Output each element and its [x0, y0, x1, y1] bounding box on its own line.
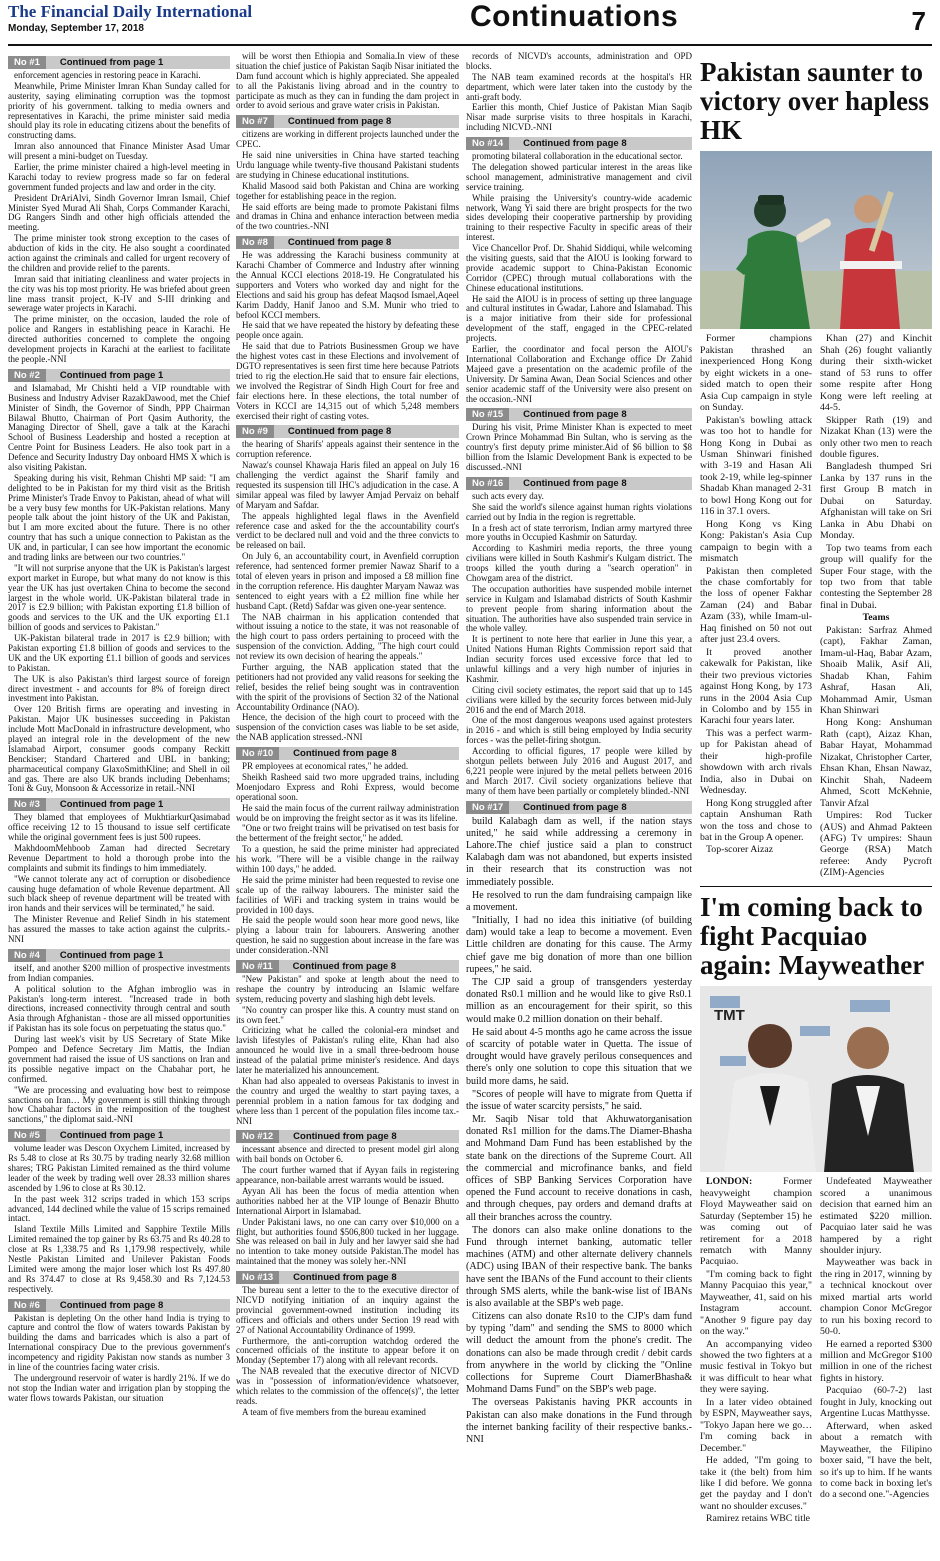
- article-body: [466, 816, 692, 1447]
- article-paragraph: will be worst then Ethiopia and Somalia.In view of these situation the chief justice of Pakistan Saqib Nisar initiated the Dam fund account which is highly appreciated. She appealed to all the Pakistanis living abroad and in the country to participate as much as they can in funding the dam project in order to avoid serious and grave water crisis in Pakistan.: [236, 52, 459, 111]
- article-paragraph: Over 120 British firms are operating and investing in Pakistan. Major UK businesses succeeding in Pakistan include Mott MacDonald in infrastructure development, who played an integral role in the development of the new Islamabad Airport, consumer goods company Reckitt Benckiser; Standard Chartered and UBL in banking; pharmaceutical company GlaxoSmithKline; and Shell in oil and gas. There are also UK brands including Debenhams; Toni & Guy, Monsoon & Accessorize in retail.-NNI: [8, 704, 230, 794]
- article-body: [8, 813, 230, 945]
- continued-bar: [8, 949, 230, 962]
- article-paragraph: In a fresh act of state terrorism, Indian army martyred three more youths in Occupied Kashmir on Saturday.: [466, 522, 692, 543]
- cricket-photo: [700, 151, 932, 329]
- article-paragraph: Further arguing, the NAB application stated that the petitioners had not provided any valid reasons for seeking the relief, besides the relief being sought was in contravention with the spirit of the provisions of Section 32 of the National Accountability Ordinance (NAO).: [236, 661, 459, 712]
- continuation-label: Continued from page 8: [287, 116, 392, 128]
- article-paragraph: "It will not surprise anyone that the UK is Pakistan's largest export market in Europe, but what many do not know is this year the UK has just overtaken China to become the second largest in the whole world. UK-Pakistan bilateral trade in 2017 is £2.9 billion; with Pakistan exporting £1.8 billion of goods and services to the UK and the UK exporting £1.1 billion of goods and services to Pakistan.": [8, 562, 230, 633]
- article-paragraph: MakhdoomMehboob Zaman had directed Secretary Revenue Department to hold a thorough probe into the complaints and submit its findings to him immediately.: [8, 843, 230, 873]
- article-paragraph: The bureau sent a letter to the to the executive director of NICVD notifying initiation of an inquiry against the provincial government-owned institution including its officers and officials and others under Section 19 read with 27 of National Accountability Ordinance of 1999.: [236, 1285, 459, 1335]
- story-paragraph: Pakistan's bowling attack was too hot to handle for Hong Kong in Dubai as Usman Shinwari finished with 3-19 and Hasan Ali took 2-19, while leg-spinner Shadab Khan managed 2-31 to bowl Hong Kong out for 116 in 37.1 overs.: [700, 414, 812, 518]
- article-paragraph: The occupation authorities have suspended mobile internet service in Kulgam and Islamabad districts of South Kashmir to prevent people from sharing information about the situation. The authorities have also suspended train service in the whole valley.: [466, 583, 692, 634]
- article-paragraph: He said the main focus of the current railway administration would be on improving the freight sector as it was its lifeline.: [236, 802, 459, 823]
- article-paragraph: One of the most dangerous weapons used against protesters in 2016 - and which is still being employed by India security forces - was the pellet-firing shotgun.: [466, 715, 692, 746]
- article-paragraph: promoting bilateral collaboration in the educational sector.: [472, 151, 683, 162]
- continuation-label: Continued from page 8: [287, 426, 392, 438]
- story-paragraph: He added, "I'm going to take it (the belt) from him like I did before. We gonna get the payday and I don't want no shoulder excuses.": [700, 1455, 812, 1512]
- article-body: [236, 1286, 459, 1418]
- column-4: [700, 52, 932, 1553]
- article-paragraph: "No country can prosper like this. A country must stand on its own feet.": [236, 1004, 459, 1025]
- story-paragraph: Hong Kong: Anshuman Rath (capt), Aizaz Khan, Babar Hayat, Mohammad Nizakat, Christopher Carter, Ehsan Khan, Ehsan Nawaz, Kinchit Shah, Nadeem Ahmed, Scott McKehnie, Tanvir Afzal: [820, 717, 932, 809]
- article-paragraph: build Kalabagh dam as well, if the nation stays united," he said while addressing a ceremony in Lahore.The chief justice said a plan to construct Kalabagh dam was not abandoned, but experts insisted in their research that its construction was not immediately possible.: [466, 815, 692, 888]
- article-paragraph: Khalid Masood said both Pakistan and China are working together for establishing peace in the region.: [236, 180, 459, 201]
- article-paragraph: Speaking during his visit, Rehman Chishti MP said: "I am delighted to be in Pakistan for my third visit as the British Prime Minister's Trade Envoy to Pakistan, ahead of what will be a very busy few months for UK-Pakistan relations. Many people talk about the joint history of the UK and Pakistan, but I am more excited about the future. There is no other country that has such a unique connection to Pakistan as the UK and, in particular, I can see how important the economic and trading links are between our two countries.": [8, 472, 230, 562]
- article-paragraph: The donors can also make online donations to the Fund through internet banking, automatic teller machines (ATM) and other alternate delivery channels (ADC) using IBAN of their respective bank. The banks have sent the IBANs of the Fund account to their clients through SMS alerts, while the bank-wise list of IBANs is also available at the SBP's web page.: [466, 1224, 692, 1309]
- article-paragraph: The NAB revealed that the executive director of NICVD was in "possession of information/evidence whatsoever, which relates to the commission of the offence(s)", the letter reads.: [236, 1366, 459, 1406]
- article-paragraph: The CJP said a group of transgenders yesterday donated Rs0.1 million and he would like to give Rs0.1 million as an encouragement for their spirit, so this would make 0.2 million donation on their behalf.: [466, 977, 692, 1025]
- continuation-label: Continued from page 8: [292, 961, 397, 973]
- article-paragraph: The appeals highlighted legal flaws in the Avenfield reference case and asked for the the accountability court's verdict to be declared null and void and the three convicts to be released on bail.: [236, 510, 459, 551]
- article-paragraph: Earlier, the coordinator and focal person the AIOU's International Collaboration and Exchange office Dr Zahid Majeed gave a presentation on the academic profile of the University. Dr Samina Awan, Dean Social Sciences and other senior academic staff of the University were also present on the occasion.-NNI: [466, 344, 692, 404]
- story-paragraph: It proved another cakewalk for Pakistan, like their two previous victories against Hong Kong, by 173 runs in the 2004 Asia Cup in Colombo and by 155 in Karachi four years later.: [700, 646, 812, 727]
- article-paragraph: The overseas Pakistanis having PKR accounts in Pakistan can also make donations in the Fund through the internet banking facility of their respective banks.-NNI: [466, 1397, 692, 1445]
- article-body: [466, 152, 692, 404]
- story-paragraph: Skipper Rath (19) and Nizakat Khan (13) were the only other two men to reach double figures.: [820, 414, 932, 460]
- article-paragraph: Imran also announced that Finance Minister Asad Umar will present a mini-budget on Tuesday.: [8, 141, 230, 162]
- continuation-label: Continued from page 8: [523, 801, 627, 813]
- article-paragraph: volume leader was Descon Oxychem Limited, increased by Rs 5.48 to close at Rs 30.75 by trading nearly 32.68 million shares; TRG Pakistan Limited remained as the third volume leader of the week by trading well over 28.33 million shares ascended by 1.96 to close at Rs 30.12.: [8, 1143, 230, 1193]
- article-paragraph: "New Pakistan" and spoke at length about the need to reshape the country by introducing an Islamic welfare system, reducing poverty and slashing high debt levels.: [236, 974, 459, 1004]
- article-paragraph: enforcement agencies in restoring peace in Karachi.: [14, 70, 201, 80]
- masthead: [8, 2, 253, 34]
- masthead-name: The Financial Daily International: [8, 2, 253, 21]
- continuation-label: Continued from page 1: [59, 57, 164, 68]
- section-title: Continuations: [470, 0, 679, 33]
- story-paragraph: In a later video obtained by ESPN, Mayweather says, "Tokyo Japan here we go… I'm coming back in December.": [700, 1396, 812, 1454]
- article-paragraph: On July 6, an accountability court, in Avenfield corruption reference, had sentenced former premier Nawaz Sharif to a total of eleven years in prison and imposed a £8 million fine in the corruption reference. His daughter Maryam Nawaz was sentenced to eight years with a £2 million fine while her husband Capt. (Retd) Safdar was given one-year sentence.: [236, 551, 459, 611]
- article-body: [8, 1144, 230, 1294]
- continuation-label: Continued from page 8: [523, 409, 627, 421]
- continuation-number: No #7: [236, 115, 274, 128]
- story-paragraph: Former champions Pakistan thrashed an inexperienced Hong Kong by eight wickets in a one-sided match to open their Asia Cup campaign in style on Sunday.: [700, 333, 812, 414]
- article-body: [466, 423, 692, 472]
- article-paragraph: He said the people would soon hear more good news, like plying a labour train for labourers. Answering another question, he said no suggestion about increase in the fare was under consideration.-NNI: [236, 915, 459, 956]
- article-paragraph: Furthermore, the anti-corruption watchdog ordered the concerned officials of the institute to appear before it on Monday (September 17) along with all relevant records.: [236, 1335, 459, 1366]
- article-body: [236, 52, 459, 111]
- continued-bar: [236, 236, 459, 249]
- continuation-number: No #14: [466, 137, 509, 150]
- article-paragraph: The Minister Revenue and Relief Sindh in his statement has assured the masses to take action against the culprits.-NNI: [8, 914, 230, 945]
- article-paragraph: In the past week 312 scrips traded in which 153 scrips advanced, 144 declined while the value of 15 scrips remained intact.: [8, 1193, 230, 1224]
- continuation-label: Continued from page 1: [59, 799, 164, 811]
- story-paragraph: This was a perfect warm-up for Pakistan ahead of their high-profile showdown with arch rivals India, also in Dubai on Wednesday.: [700, 727, 812, 797]
- article-paragraph: President DrAriAlvi, Sindh Governor Imran Ismail, Chief Minister Syed Murad Ali Shah, Corps Commander Karachi, DG Rangers Sindh and other high officials attended the meeting.: [8, 192, 230, 233]
- story-paragraph: [700, 1176, 812, 1268]
- continuation-number: No #9: [236, 425, 274, 438]
- continued-bar: [8, 1299, 230, 1312]
- continued-bar: [466, 801, 692, 814]
- article-paragraph: records of NICVD's accounts, administration and OPD blocks.: [466, 52, 692, 71]
- continuation-number: No #10: [236, 747, 279, 760]
- article-paragraph: UK-Pakistan bilateral trade in 2017 is £2.9 billion; with Pakistan exporting £1.8 billion of goods and services to the UK and the UK exporting £1.1 billion of goods and services to Pakistan.: [8, 633, 230, 673]
- continued-bar: [8, 369, 230, 382]
- continued-bar: [466, 137, 692, 150]
- story-paragraph: Top-scorer Aizaz: [706, 844, 774, 856]
- article-paragraph: It is pertinent to note here that earlier in June this year, a United Nations Human Rights Commission report said that Indian security forces used excessive force that led to unlawful killings and a very high number of injuries in Kashmir.: [466, 634, 692, 684]
- article-paragraph: Mr. Saqib Nisar told that Akhuwatorganisation donated Rs1 million for the dams.The Diamer-Bhasha and Mohmand Dam Fund has been established by the state bank on the directions of the Supreme Court. All the commercial and microfinance banks, and field offices of SBP Banking Services Corporation have opened the Fund account to receive donations in cash, and through cheques, pay orders and demand drafts at all their branches across the country.: [466, 1114, 692, 1223]
- article-body: [236, 762, 459, 956]
- story-paragraph: Mayweather was back in the ring in 2017, winning by a technical knockout over mixed martial arts world champion Conor McGregor to run his boxing record to 50-0.: [820, 1257, 932, 1338]
- article-paragraph: Vice Chancellor Prof. Dr. Shahid Siddiqui, while welcoming the visiting guests, said that the AIOU is looking forward to provide academic support to China-Pakistan Economic Corridor (CPEC) through mutual collaborations with the Chinese educational institutions.: [466, 243, 692, 293]
- continuation-number: No #5: [8, 1129, 46, 1142]
- article-paragraph: The NAB chairman in his application contended that without issuing a notice to the state, it was not reasonable of the high court to pass orders pertaining to proceed with the suspension of the conviction. Adding, "The high court could not review its own decision of hearing the appeals.": [236, 611, 459, 662]
- article-paragraph: The court further warned that if Ayyan fails in registering appearance, non-bailable arrest warrants would be issued.: [236, 1165, 459, 1186]
- article-paragraph: Earlier, the prime minister chaired a high-level meeting in Karachi today to review progress made so far on federal government funded projects and law and order in the city.: [8, 162, 230, 192]
- article-paragraph: He resolved to run the dam fundraising campaign like a movement.: [466, 889, 692, 913]
- article-body: [466, 52, 692, 133]
- continuation-label: Continued from page 8: [293, 1272, 397, 1284]
- article-paragraph: He said the AIOU is in process of setting up three language and cultural institutes in Gwadar, Lahore and Islamabad. This is a major initiative from their side for professional development of the staff, engaged in the CPEC-related projects.: [466, 293, 692, 344]
- continued-bar: [236, 425, 459, 438]
- article-paragraph: Under Pakistani laws, no one can carry over $10,000 on a flight, but authorities found $506,800 tucked in her luggage. She was released on bail in July and her lawyer said she had no intention to take money outside Pakistan.The model has maintained that the money was solely her.-NNI: [236, 1216, 459, 1267]
- article-paragraph: "Initially, I had no idea this initiative (of building dam) would take a leap to become a movement. Even Little children are donating for this cause. The Army chief gave me big donation of more than one billion rupees," he said.: [466, 915, 692, 975]
- continuation-label: Continued from page 8: [293, 1131, 397, 1143]
- article-paragraph: The prime minister, on the occasion, lauded the role of police and Rangers in establishing peace in Karachi. He directed authorities concerned to complete the ongoing development projects in Karachi at the earliest to facilitate the people.-NNI: [8, 314, 230, 364]
- dateline: LONDON:: [706, 1176, 784, 1188]
- boxing-photo-image: [700, 986, 932, 1172]
- article-paragraph: According to Kashmiri media reports, the three young civilians were killed in South Kashmir's Kulgam district. The troops killed the youth during a "search operation" in Chowgam area of the district.: [466, 543, 692, 583]
- article-paragraph: The prime minister took strong exception to the cases of abduction of kids in the city. He also sought a coordinated action against the criminals and called for urgent recovery of the children and provide relief to the parents.: [8, 233, 230, 273]
- article-body: [466, 492, 692, 797]
- article-paragraph: Citizens can also donate Rs10 to the CJP's dam fund by typing "dam" and sending the SMS to 8000 which will deduct the amount from the phone's credit. The donations can also be made through credit / debit cards from anywhere in the world by clicking the "Online collections for Supreme Court DiamerBhasha& Mohmand Dams Fund" on the SBP's web page.: [466, 1311, 692, 1396]
- article-paragraph: The underground reservoir of water is hardly 21%. If we do not stop the Indian water and irrigation plan by stopping the water flows towards Pakistan, our situation: [8, 1372, 230, 1403]
- article-body: [236, 130, 459, 232]
- teams-heading: Teams: [862, 612, 890, 624]
- article-body: [236, 440, 459, 743]
- article-body: [8, 71, 230, 365]
- continuation-number: No #12: [236, 1130, 279, 1143]
- continued-bar: [236, 960, 459, 973]
- story1-left-column: [700, 333, 812, 879]
- article-paragraph: The delegation showed particular interest in the areas like school management, administrative management and civil service training.: [466, 162, 692, 192]
- article-paragraph: While praising the University's country-wide academic network, Wang Yi said there are bright prospects for the two sides developing their cooperative partnership by providing training to their respective Faculty in specific areas of their interest.: [466, 192, 692, 243]
- story-paragraph: Khan (27) and Kinchit Shah (26) fought valiantly during their sixth-wicket stand of 53 runs to offer some respite after Hong Kong were left reeling at 44-5.: [820, 333, 932, 414]
- continued-bar: [236, 1271, 459, 1284]
- article-paragraph: PR employees at economical rates," he added.: [242, 761, 409, 772]
- article-paragraph: He said that we have repeated the history by defeating these people once again.: [236, 320, 459, 341]
- story2-body: [700, 1176, 932, 1526]
- continuation-label: Continued from page 1: [59, 369, 164, 381]
- continuation-number: No #13: [236, 1271, 279, 1284]
- article-paragraph: Ayyan Ali has been the focus of media attention when authorities nabbed her at the VIP lounge of Benazir Bhutto International Airport in Islamabad.: [236, 1185, 459, 1216]
- article-paragraph: "We cannot tolerate any act of corruption or disobedience causing huge defamation of whole Revenue department. All such black sheep of revenue department will be treated with iron hands and their services will be terminated," he said.: [8, 873, 230, 914]
- article-paragraph: To a question, he said the prime minister had appreciated his work. "There will be a visible change in the railway within 100 days," he added.: [236, 844, 459, 875]
- article-paragraph: Criticizing what he called the colonial-era mindset and lavish lifestyles of Pakistan's ruling elite, Khan had also announced he would live in a small three-bedroom house instead of the palatial prime minister's residence. And days later he materialized his announcement.: [236, 1025, 459, 1076]
- article-paragraph: the hearing of Sharifs' appeals against their sentence in the corruption reference.: [236, 439, 459, 460]
- continued-bar: [466, 408, 692, 421]
- article-paragraph: Nawaz's counsel Khawaja Haris filed an appeal on July 16 challenging the verdict against the Sharif family and requested its suspension till IHC's adjudication in the case. A similar appeal was filed by lawyer Amjad Pervaiz on behalf of Maryam and Safdar.: [236, 460, 459, 510]
- article-paragraph: incessant absence and directed to present model girl along with bail bonds on October 6.: [236, 1144, 459, 1165]
- article-paragraph: She said the world's silence against human rights violations carried out by India in the region is regrettable.: [466, 501, 692, 522]
- continued-bar: [8, 56, 230, 69]
- continuation-number: No #17: [466, 801, 509, 814]
- article-paragraph: They blamed that employees of MukhtiarkurQasimabad office receiving 12 to 15 thousand to issue self certificate while the original government fees is just 500 rupees.: [8, 812, 230, 843]
- story-paragraph: Umpires: Rod Tucker (AUS) and Ahmad Pakteen (AFG) Tv umpires: Shaun George (RSA) Match referee: Andy Pycroft (ZIM)-Agencies: [820, 810, 932, 879]
- issue-date: Monday, September 17, 2018: [8, 23, 144, 34]
- article-paragraph: "We are processing and evaluating how best to reimpose sanctions on Iran… My government is still thinking through how Chabahar factors in the reimposition of the toughest sanctions," the diplomat said.-NNI: [8, 1084, 230, 1125]
- continuation-label: Continued from page 8: [523, 138, 627, 150]
- story-paragraph: An accompanying video showed the two fighters at a music festival in Tokyo but it was difficult to hear what they were saying.: [700, 1338, 812, 1396]
- article-paragraph: Earlier this month, Chief Justice of Pakistan Mian Saqib Nisar made surprise visits to three hospitals in Karachi, including NICVD.-NNI: [466, 102, 692, 133]
- story-paragraph: Undefeated Mayweather scored a unanimous decision that earned him an estimated $220 million. Pacquiao later said he was hampered by a right shoulder injury.: [820, 1176, 932, 1256]
- photo-sign-text: TMT: [714, 1007, 745, 1025]
- article-paragraph: He said nine universities in China have started teaching Urdu language while twenty-five thousand Pakistani students are studying in Chinese educational institutions.: [236, 150, 459, 180]
- continuation-label: Continued from page 8: [287, 237, 392, 249]
- article-body: [8, 964, 230, 1125]
- article-paragraph: During his visit, Prime Minister Khan is expected to meet Crown Prince Mohammad Bin Sultan, who is serving as the country's first deputy prime minister.Aid of $6 billion to $8 billion from the Islamic Development Bank is expected to be discussed.-NNI: [466, 422, 692, 472]
- continued-bar: [236, 1130, 459, 1143]
- continuation-number: No #4: [8, 949, 46, 962]
- article-paragraph: He said about 4-5 months ago he came across the issue of scarcity of potable water in Quetta. The issue of drought would have gravely perilous consequences and there's only one solution to cope this situation that we build more dams, he said.: [466, 1026, 692, 1087]
- page-number: 7: [911, 6, 926, 36]
- story1-body: [700, 333, 932, 879]
- continued-bar: [236, 115, 459, 128]
- article-paragraph: Hence, the decision of the high court to proceed with the suspension of the conviction cases was liable to be set aside, the NAB application stressed.-NNI: [236, 712, 459, 743]
- story-paragraph: "I'm coming back to fight Manny Pacquiao this year," Mayweather, 41, said on his Instagram account. "Another 9 figure pay day on the way.": [700, 1268, 812, 1338]
- story-paragraph: Bangladesh thumped Sri Lanka by 137 runs in the first Group B match in Dubai on Saturday. Afghanistan will take on Sri Lanka in Abu Dhabi on Monday.: [820, 461, 932, 542]
- continuation-label: Continued from page 1: [59, 1130, 164, 1142]
- story-paragraph: Hong Kong struggled after captain Anshuman Rath won the toss and chose to bat in the Group A opener.: [700, 797, 812, 843]
- continued-bar: [8, 1129, 230, 1142]
- article-paragraph: A political solution to the Afghan imbroglio was in Pakistan's long-term interest. "Increased trade in both directions, increased connectivity through central and south Asia through Afghanistan - those are all missed opportunities if Pakistan has its sole focus on perpetuating the status quo.": [8, 983, 230, 1034]
- article-body: [236, 251, 459, 421]
- article-paragraph: and Islamabad, Mr Chishti held a VIP roundtable with Business and Industry Adviser RazakDawood, met the Chief Minister of Sindh, the Governor of Sindh, PPP Chairman Bilawal Bhutto, Chairman of Port Qasim Authority, the Managing Director of Shell, gave a talk at the Karachi School of Business Leadership and hosted a reception at Centre Point for Business Leaders. He also took part in a Defence and Security Industry Day onboard HMS X which is also visiting Pakistan.: [8, 382, 230, 472]
- story2-headline: I'm coming back to fight Pacquiao again: Mayweather: [700, 891, 925, 981]
- continuation-number: No #1: [8, 56, 46, 69]
- continued-bar: [236, 747, 459, 760]
- column-2: [236, 52, 459, 1553]
- story-paragraph: Ramirez retains WBC title: [706, 1513, 811, 1525]
- header-rule: [8, 44, 932, 46]
- continued-bar: [466, 477, 692, 490]
- article-paragraph: "Scores of people will have to migrate from Quetta if the issue of water scarcity persists," he said.: [466, 1088, 692, 1112]
- story-paragraph: Afterward, when asked about a rematch with Mayweather, the Filipino boxer said, "I have the belt, so it's up to him. If he wants to come back in boxing let's do a second one."-Agencies: [820, 1420, 932, 1501]
- story1-headline: Pakistan saunter to victory over hapless HK: [700, 57, 929, 146]
- article-body: [8, 384, 230, 795]
- boxing-photo: [700, 986, 932, 1172]
- story-text: Former heavyweight champion Floyd Mayweather said on Saturday (September 15) he was coming out of retirement for a 2018 rematch with Manny Pacquiao.: [700, 1176, 812, 1268]
- continuation-number: No #2: [8, 369, 46, 382]
- continuation-label: Continued from page 8: [523, 477, 627, 489]
- continuation-number: No #8: [236, 236, 274, 249]
- story-paragraph: Hong Kong vs King Kong: Pakistan's Asia Cup campaign to begin with a mismatch: [700, 518, 812, 565]
- story-paragraph: Pacquiao (60-7-2) last fought in July, knocking out Argentine Lucas Matthysse.: [820, 1385, 932, 1420]
- story2-left-column: [700, 1176, 812, 1526]
- article-paragraph: "One or two freight trains will be privatised on test basis for the betterment of the freight sector," he added.: [236, 823, 459, 844]
- continuation-number: No #15: [466, 408, 509, 421]
- article-paragraph: such acts every day.: [472, 490, 544, 501]
- continuation-label: Continued from page 1: [59, 949, 164, 961]
- article-paragraph: itself, and another $200 million of prospective investments from Indian companies.: [8, 962, 230, 983]
- continuation-number: No #16: [466, 477, 509, 490]
- article-body: [8, 1314, 230, 1404]
- column-3: [466, 52, 692, 1553]
- article-paragraph: Sheikh Rasheed said two more upgraded trains, including Moenjodaro Express and Rohi Express, would become operational soon.: [236, 772, 459, 802]
- article-paragraph: He said efforts are being made to promote Pakistani films and dramas in China and enhance interaction between media of the two countries.-NNI: [236, 201, 459, 232]
- continuation-number: No #11: [236, 960, 279, 973]
- story-paragraph: Pakistan: Sarfraz Ahmed (capt), Fakhar Zaman, Imam-ul-Haq, Babar Azam, Shoaib Malik, Asif Ali, Shadab Khan, Fahim Ashraf, Hasan Ali, Mohammad Amir, Usman Khan Shinwari: [820, 624, 932, 716]
- article-paragraph: Island Textile Mills Limited and Sapphire Textile Mills Limited remained the top gainer by Rs 63.75 and Rs 40.28 to close at Rs 1,338.75 and Rs 1,179.98 respectively, while Nestle Pakistan Limited and Unilever Pakistan Foods Limited were among the major loser which lost Rs 497.80 and Rs 374.47 to close at Rs 9,458.30 and Rs 7,124.53 respectively.: [8, 1224, 230, 1294]
- article-paragraph: He was addressing the Karachi business community at Karachi Chamber of Commerce and Industry after winning the Annual KCCI elections 2018-19. He Congratulated his supporters and Voters who worked day and night for the Elections and said his group has defeat Maqsod Ismael,Aqeel Karim Daddy, Hanif Janoo and S.M. Munir who tried to befool KCCI members.: [236, 250, 459, 320]
- story-paragraph: He earned a reported $300 million and McGregor $100 million in one of the richest fights in history.: [820, 1338, 932, 1384]
- continuation-number: No #3: [8, 798, 46, 811]
- article-paragraph: During last week's visit by US Secretary of State Mike Pompeo and Defence Secretary Jim Mattis, the Indian government had raised the issue of US sanctions on Iran and its possible negative impact on the Chabahar port, he confirmed.: [8, 1034, 230, 1084]
- continuation-label: Continued from page 8: [59, 1299, 164, 1311]
- column-1: [8, 52, 230, 1553]
- continuation-label: Continued from page 8: [293, 748, 397, 760]
- cricket-photo-image: [700, 151, 932, 329]
- article-paragraph: Citing civil society estimates, the report said that up to 145 civilians were killed by the security forces between mid-July 2016 and the end of March 2018.: [466, 684, 692, 715]
- article-paragraph: The UK is also Pakistan's third largest source of foreign direct investment - and accounts for 8% of foreign direct investment into Pakistan.: [8, 673, 230, 704]
- article-paragraph: Pakistan is depleting On the other hand India is trying to capture and control the flow of waters towards Pakistan by building the dams and barricades which is also a part of International conspiracy Due to the previous government's incompetency and rigidity Pakistan now stands as number 3 in line of the countries facing water crisis.: [8, 1312, 230, 1372]
- article-body: [236, 1145, 459, 1267]
- article-paragraph: According to official figures, 17 people were killed by shotgun pellets between July 2016 and August 2017, and 6,221 people were injured by the metal pellets between 2016 and March 2017. Civil society organizations believe that many of them have been partially or completely blinded.-NNI: [466, 746, 692, 796]
- article-paragraph: Khan had also appealed to overseas Pakistanis to invest in the country and urged the wealthy to start paying taxes, a perennial problem in a nation famous for tax dodging and where less than 1 percent of the population files income tax.-NNI: [236, 1075, 459, 1126]
- article-paragraph: Meanwhile, Prime Minister Imran Khan Sunday called for austerity, saying eliminating corruption was the topmost priority of his government. talking to media owners and representatives in Karachi, the prime minister said media should play its role in educating citizens about the benefits of constructing dams.: [8, 80, 230, 141]
- story2-right-column: [820, 1176, 932, 1526]
- story1-right-column: [820, 333, 932, 879]
- story-paragraph: Pakistan then completed the chase comfortably for the loss of opener Fakhar Zaman (24) and Babar Azam (33), while Imam-ul-Haq finished on 50 not out after just 23.4 overs.: [700, 565, 812, 646]
- article-paragraph: Imran said that initiating cleanliness and water projects in the city was his top most priority. He was briefed about green line mass transit project, K-IV and S-III drinking and sewerage water projects in Karachi.: [8, 273, 230, 314]
- continuation-number: No #6: [8, 1299, 46, 1312]
- continued-bar: [8, 798, 230, 811]
- article-paragraph: citizens are working in different projects launched under the CPEC.: [236, 129, 459, 150]
- story-paragraph: Top two teams from each group will qualify for the Super Four stage, with the top two from that table contesting the September 28 final in Dubai.: [820, 542, 932, 611]
- article-paragraph: He said the prime minister had been requested to revise one scale up of the railway labourers. The minister said the facilities of WiFi and tracking system in trains would be provided in 100 days.: [236, 874, 459, 915]
- article-paragraph: He said that due to Patriots Businessmen Group we have the highest votes cast in these Elections and involvement of DGTO representatives is seen first time here because Patriots tried to rig the election.He said that to ensure fair elections, we involved the Registrar of Sindh High Court for free and fair elections here. In these elections, the total number of Voters in KCCI are 14,315 out of which 5,248 members exercised their right of casting votes.: [236, 341, 459, 421]
- article-paragraph: The NAB team examined records at the hospital's HR department, which were later taken into the custody by the anti-graft body.: [466, 71, 692, 102]
- article-body: [236, 975, 459, 1126]
- article-paragraph: A team of five members from the bureau examined: [242, 1406, 426, 1417]
